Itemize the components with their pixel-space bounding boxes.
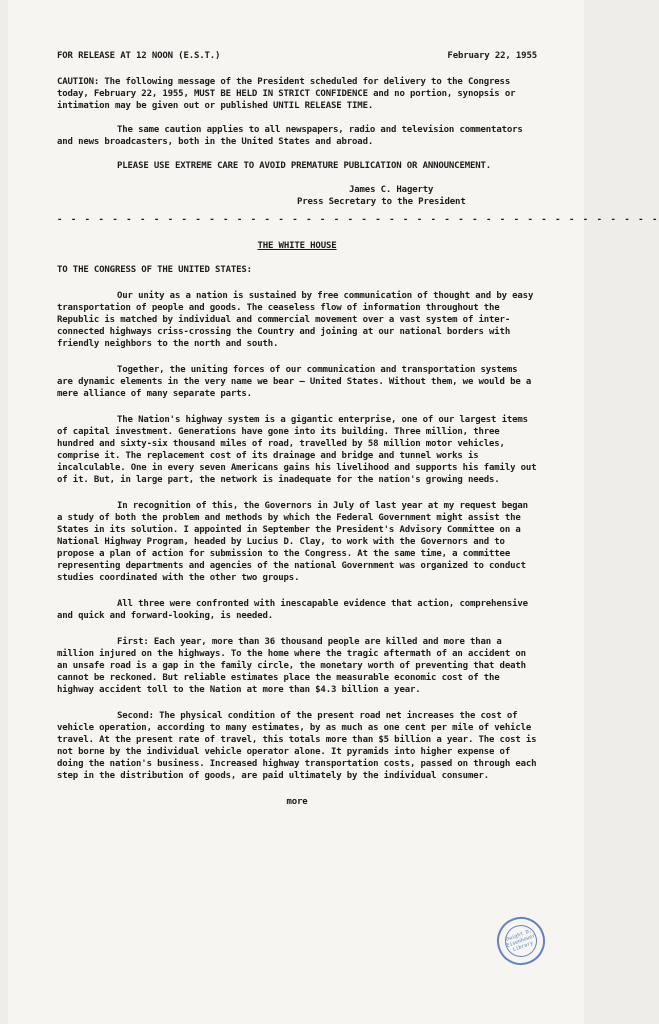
- message-paragraph: All three were confronted with inescapable evidence that action, comprehensive and quick and forward-looking, is needed.: [57, 599, 528, 621]
- white-house-title: THE WHITE HOUSE: [257, 241, 337, 251]
- caution-notice: CAUTION: The following message of the President scheduled for delivery to the Congress today, February 22, 1955, MUST BE HELD IN STRICT CONFIDENCE and no portion, synopsis or intimation may be given out or published UNTIL RELEASE TIME.: [57, 77, 516, 111]
- message-paragraph: The Nation's highway system is a gigantic enterprise, one of our largest items of capital investment. Generations have gone into its building. Three million, three hundred and sixty-six thousand miles of road, travelled by 58 million motor vehicles, comprise it. The replacement cost of its drainage and bridge and tunnel works is incalculable. One in every seven Americans gains his livelihood and supports his family out of it. But, in large part, the network is inadequate for the nation's growing needs.: [57, 415, 537, 485]
- caution-scope: The same caution applies to all newspapers, radio and television commentators and news broadcasters, both in the United States and abroad.: [57, 125, 523, 147]
- message-paragraph: First: Each year, more than 36 thousand people are killed and more than a million injured on the highways. To the home where the tragic aftermath of an accident on an unsafe road is a gap in the family circle, the monetary worth of preventing that death cannot be reckoned. But reliable estimates place the measurable economic cost of the highway accident toll to the Nation at more than $4.3 billion a year.: [57, 637, 526, 695]
- release-date: February 22, 1955: [447, 51, 537, 61]
- release-time: FOR RELEASE AT 12 NOON (E.S.T.): [57, 51, 221, 61]
- message-paragraph: Second: The physical condition of the present road net increases the cost of vehicle operation, according to many estimates, by as much as one cent per mile of vehicle travel. At the present rate of travel, this totals more than $5 billion a year. The cost is not borne by the individual vehicle operator alone. It pyramids into higher expense of doing the nation's business. Increased highway transportation costs, passed on through each step in the distribution of goods, are paid ultimately by the individual consumer.: [57, 711, 537, 781]
- salutation: TO THE CONGRESS OF THE UNITED STATES:: [57, 265, 252, 275]
- stamp-text: Dwight D. Eisenhower Library: [505, 927, 537, 954]
- white-house-heading: [57, 240, 537, 252]
- separator-line: - - - - - - - - - - - - - - - - - - - - - - - - - - - - - - - - - - - - - - - - - - - -: [57, 215, 659, 225]
- signatory-name: James C. Hagerty: [349, 185, 434, 195]
- signature-block: [297, 184, 537, 208]
- press-release-page: [57, 50, 659, 808]
- continuation-marker: more: [286, 797, 308, 807]
- message-paragraph: Our unity as a nation is sustained by free communication of thought and by easy transportation of people and goods. The ceaseless flow of information throughout the Republic is matched by individual and commercial movement over a vast system of inter-connected highways criss-crossing the Country and joining at our national borders with friendly neighbors to the north and south.: [57, 291, 534, 349]
- message-paragraph: In recognition of this, the Governors in July of last year at my request began a study of both the problem and methods by which the Federal Government might assist the States in its solution. I appointed in September the President's Advisory Committee on a National Highway Program, headed by Lucius D. Clay, to work with the Governors and to propose a plan of action for submission to the Congress. At the same time, a committee representing departments and agencies of the national Government was organized to conduct studies coordinated with the other two groups.: [57, 501, 528, 583]
- message-paragraph: Together, the uniting forces of our communication and transportation systems are dynamic elements in the very name we bear — United States. Without them, we would be a mere alliance of many separate parts.: [57, 365, 532, 399]
- signatory-title: Press Secretary to the President: [297, 197, 466, 207]
- care-notice: PLEASE USE EXTREME CARE TO AVOID PREMATURE PUBLICATION OR ANNOUNCEMENT.: [117, 161, 492, 171]
- release-header: [57, 50, 537, 62]
